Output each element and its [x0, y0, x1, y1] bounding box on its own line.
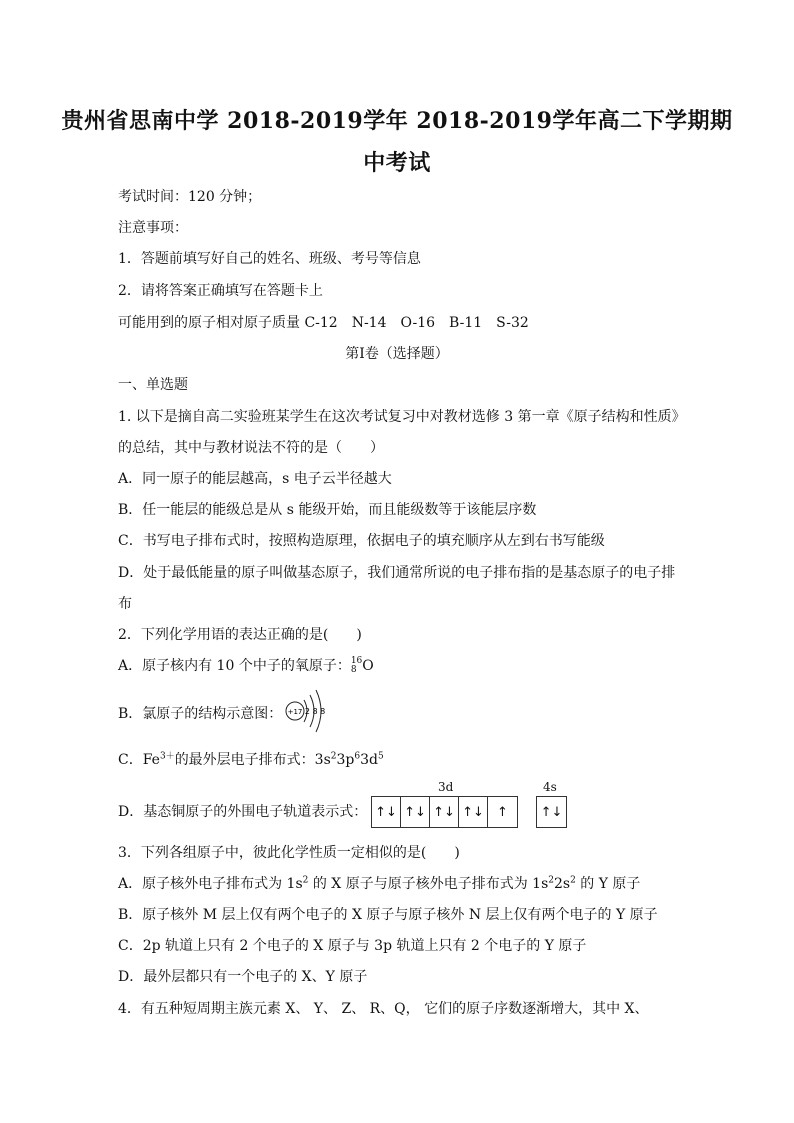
q1-option-a: A．同一原子的能层越高，s 电子云半径越大	[118, 471, 392, 487]
ion-charge: 3＋	[159, 751, 175, 762]
q2-option-a	[118, 655, 374, 675]
atomic-masses: 可能用到的原子相对原子质量 C-12 N-14 O-16 B-11 S-32	[118, 315, 529, 331]
orbital-diagram-4s	[536, 796, 567, 828]
q3-option-a-post: 的 Y 原子	[575, 876, 641, 892]
q3-option-a	[118, 873, 640, 893]
q3-option-a-text: A．原子核外电子排布式为 1s	[118, 876, 303, 892]
exam-title-line1: 贵州省思南中学 2018-2019学年 2018-2019学年高二下学期期	[61, 108, 733, 134]
exam-time: 考试时间：120 分钟；	[118, 189, 262, 205]
q2-option-c-text: C．Fe	[118, 752, 160, 768]
mass-number: 16	[350, 656, 363, 666]
q2-option-c-rest: 的最外层电子排布式：3s	[174, 752, 331, 768]
electron-count: 2	[302, 875, 309, 886]
nuclide-notation	[351, 657, 362, 675]
sublevel: 3p	[336, 752, 355, 768]
part-heading: 第Ⅰ卷（选择题）	[345, 346, 449, 362]
q2-option-b	[118, 703, 282, 723]
q1-option-d-line2: 布	[118, 596, 132, 612]
electron-count: 2	[330, 751, 337, 762]
sublevel: 3d	[360, 752, 378, 768]
q3-option-c: C．2p 轨道上只有 2 个电子的 X 原子与 3p 轨道上只有 2 个电子的 Y 原子	[118, 938, 587, 954]
q3-option-a-mid: 的 X 原子与原子核外电子排布式为 1s	[308, 876, 549, 892]
orbital-box: ↑↓	[459, 797, 488, 827]
orbital-diagram-3d	[371, 796, 518, 828]
q1-stem-line2: 的总结，其中与教材说法不符的是（ ）	[118, 440, 384, 456]
q1-option-b: B．任一能层的能级总是从 s 能级开始，而且能级数等于该能层序数	[118, 502, 537, 518]
orbital-label-4s: 4s	[543, 780, 557, 794]
q2-option-a-text: A．原子核内有 10 个中子的氧原子：	[118, 658, 351, 674]
q2-stem: 2．下列化学用语的表达正确的是( )	[118, 627, 362, 643]
section-heading: 一、单选题	[118, 377, 188, 393]
atomic-number: 8	[350, 665, 357, 675]
q1-stem-line1: 1. 以下是摘自高二实验班某学生在这次考试复习中对教材选修 3 第一章《原子结构和性质》	[118, 409, 686, 425]
orbital-box: ↑↓	[401, 797, 430, 827]
notice-item-2: 2．请将答案正确填写在答题卡上	[118, 283, 323, 299]
notice-title: 注意事项：	[118, 220, 188, 236]
q1-option-c: C．书写电子排布式时，按照构造原理，依据电子的填充顺序从左到右书写能级	[118, 533, 605, 549]
q3-option-d: D．最外层都只有一个电子的 X、Y 原子	[118, 969, 368, 985]
orbital-box: ↑↓	[372, 797, 401, 827]
electron-count: 2	[570, 875, 576, 886]
q2-option-d: D．基态铜原子的外围电子轨道表示式：	[118, 804, 368, 820]
orbital-label-3d: 3d	[438, 780, 454, 794]
shell-electrons: 2 8 8	[304, 707, 326, 716]
q1-option-d-line1: D．处于最低能量的原子叫做基态原子，我们通常所说的电子排布指的是基态原子的电子排	[118, 565, 676, 581]
electron-count: 2	[548, 875, 554, 886]
element-symbol: O	[362, 658, 374, 674]
q2-option-b-text: B．氯原子的结构示意图：	[118, 706, 283, 722]
orbital-box: ↑	[497, 804, 508, 820]
chlorine-atom-diagram	[282, 684, 332, 734]
q4-stem: 4．有五种短周期主族元素 X、 Y、 Z、 R、Q， 它们的原子序数逐渐增大，其中 X、	[118, 1001, 649, 1017]
exam-title-line2: 中考试	[363, 150, 431, 176]
q2-option-c	[118, 749, 384, 769]
orbital-box: ↑↓	[430, 797, 459, 827]
electron-count: 5	[378, 751, 384, 762]
notice-item-1: 1．答题前填写好自己的姓名、班级、考号等信息	[118, 251, 421, 267]
nucleus-charge: +17	[287, 708, 303, 716]
q3-option-b: B．原子核外 M 层上仅有两个电子的 X 原子与原子核外 N 层上仅有两个电子的 Y 原子	[118, 907, 658, 923]
q3-stem: 3．下列各组原子中，彼此化学性质一定相似的是( )	[118, 845, 460, 861]
electron-count: 6	[354, 751, 361, 762]
orbital-box: ↑↓	[540, 804, 563, 820]
sublevel: 2s	[553, 876, 571, 892]
